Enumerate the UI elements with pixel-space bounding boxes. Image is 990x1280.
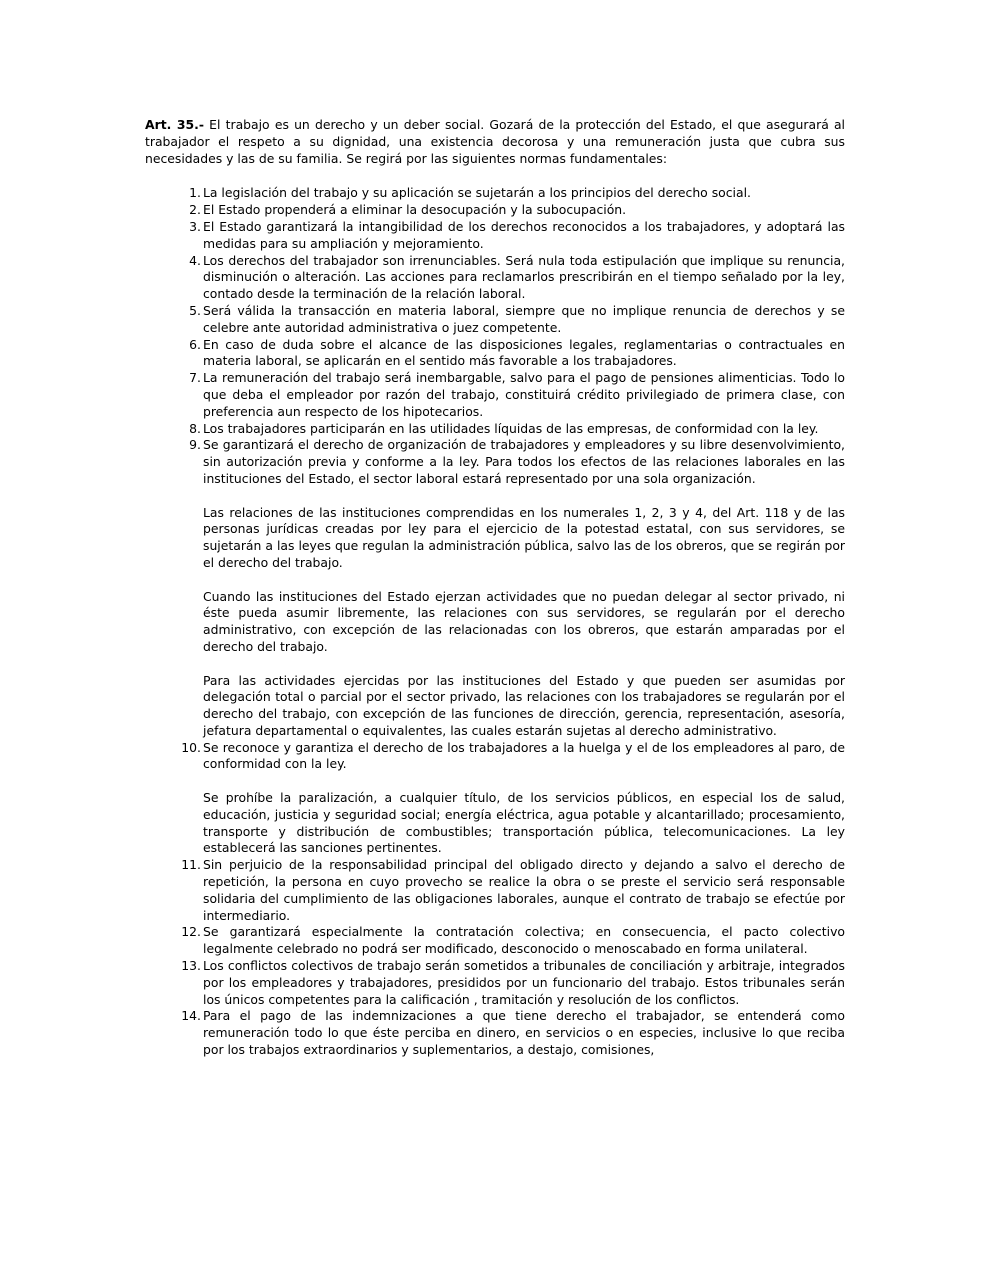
list-item-text: Los derechos del trabajador son irrenunciables. Será nula toda estipulación que implique su renuncia, disminución o alteración. Las acciones para reclamarlos prescribirán en el tiempo señalado por la ley, contado desde la terminación de la relación laboral. xyxy=(203,252,845,302)
list-item-number: 5. xyxy=(189,302,201,318)
list-item-number: 13. xyxy=(181,958,201,974)
list-item-text: Será válida la transacción en materia laboral, siempre que no implique renuncia de derechos y se celebre ante autoridad administrativa o juez competente. xyxy=(203,302,845,335)
list-item xyxy=(145,437,845,739)
list-item xyxy=(145,958,845,1008)
list-item-number: 1. xyxy=(189,185,201,201)
list-item xyxy=(145,202,845,219)
list-item xyxy=(145,185,845,202)
list-item-text: Los trabajadores participarán en las utilidades líquidas de las empresas, de conformidad con la ley. xyxy=(203,420,819,436)
list-item-text: Las relaciones de las instituciones comprendidas en los numerales 1, 2, 3 y 4, del Art. 118 y de las personas jurídicas creadas por ley para el ejercicio de la potestad estatal, con sus servidores, se sujetarán a las leyes que regulan la administración pública, salvo las de los obreros, que se regirán por el derecho del trabajo. xyxy=(203,504,845,570)
list-item xyxy=(145,370,845,420)
list-item xyxy=(145,421,845,438)
list-item-text: El Estado garantizará la intangibilidad de los derechos reconocidos a los trabajadores, y adoptará las medidas para su ampliación y mejoramiento. xyxy=(203,218,845,251)
list-item xyxy=(145,740,845,858)
list-item-text: Se garantizará el derecho de organización de trabajadores y empleadores y su libre desenvolvimiento, sin autorización previa y conforme a la ley. Para todos los efectos de las relaciones laborales en las instituciones del Estado, el sector laboral estará representado por una sola organización. xyxy=(203,437,845,486)
list-item-number: 10. xyxy=(181,739,201,755)
article-label: Art. 35.- xyxy=(145,117,204,132)
list-item-number: 7. xyxy=(189,370,201,386)
list-item-text: La remuneración del trabajo será inembargable, salvo para el pago de pensiones alimenticias. Todo lo que deba el empleador por razón del trabajo, constituirá crédito privilegiado de primera clase, con preferencia aun respecto de los hipotecarios. xyxy=(203,370,845,419)
article-intro-text: El trabajo es un derecho y un deber social. Gozará de la protección del Estado, el que asegurará al trabajador el respeto a su dignidad, una existencia decorosa y una remuneración justa que cubra sus necesidades y las de su familia. Se regirá por las siguientes normas fundamentales: xyxy=(145,117,845,166)
list-item-text: El Estado propenderá a eliminar la desocupación y la subocupación. xyxy=(203,202,627,218)
list-item xyxy=(145,337,845,371)
list-item-text: Para el pago de las indemnizaciones a que tiene derecho el trabajador, se entenderá como remuneración todo lo que éste perciba en dinero, en servicios o en especies, inclusive lo que reciba por los trabajos extraordinarios y suplementarios, a destajo, comisiones, xyxy=(203,1008,845,1058)
list-item-text: Para las actividades ejercidas por las instituciones del Estado y que pueden ser asumidas por delegación total o parcial por el sector privado, las relaciones con los trabajadores se regularán por el derecho del trabajo, con excepción de las funciones de dirección, gerencia, representación, asesoría, jefatura departamental o equivalentes, las cuales estarán sujetas al derecho administrativo. xyxy=(203,672,845,738)
list-item-number: 2. xyxy=(189,202,201,218)
list-item-number: 11. xyxy=(181,857,201,873)
list-item xyxy=(145,219,845,253)
list-item xyxy=(145,253,845,303)
norms-list xyxy=(145,185,845,1058)
list-item xyxy=(145,1008,845,1058)
list-item-text: Cuando las instituciones del Estado ejerzan actividades que no puedan delegar al sector privado, ni éste pueda asumir libremente, las relaciones con sus servidores, se regularán por el derecho administrativo, con excepción de las relacionadas con los obreros, que estarán amparadas por el derecho del trabajo. xyxy=(203,588,845,654)
list-item-text: Se garantizará especialmente la contratación colectiva; en consecuencia, el pacto colectivo legalmente celebrado no podrá ser modificado, desconocido o menoscabado en forma unilateral. xyxy=(203,924,845,957)
list-item-text: Se reconoce y garantiza el derecho de los trabajadores a la huelga y el de los empleadores al paro, de conformidad con la ley. xyxy=(203,739,845,772)
list-item-number: 3. xyxy=(189,218,201,234)
list-item xyxy=(145,924,845,958)
list-item-text: Los conflictos colectivos de trabajo serán sometidos a tribunales de conciliación y arbitraje, integrados por los empleadores y trabajadores, presididos por un funcionario del trabajo. Estos tribunales serán los únicos competentes para la calificación , tramitación y resolución de los conflictos. xyxy=(203,958,845,1007)
list-item-text: En caso de duda sobre el alcance de las disposiciones legales, reglamentarias o contractuales en materia laboral, se aplicarán en el sentido más favorable a los trabajadores. xyxy=(203,336,845,369)
list-item-number: 8. xyxy=(189,420,201,436)
list-item-number: 9. xyxy=(189,437,201,453)
document-page xyxy=(145,117,845,1059)
list-item-number: 12. xyxy=(181,924,201,940)
list-item xyxy=(145,303,845,337)
list-item-number: 4. xyxy=(189,252,201,268)
list-item-number: 6. xyxy=(189,336,201,352)
list-item-number: 14. xyxy=(181,1008,201,1024)
list-item-text: Se prohíbe la paralización, a cualquier título, de los servicios públicos, en especial los de salud, educación, justicia y seguridad social; energía eléctrica, agua potable y alcantarillado; procesamiento, transporte y distribución de combustibles; transportación pública, telecomunicaciones. La ley establecerá las sanciones pertinentes. xyxy=(203,790,845,856)
list-item-text: La legislación del trabajo y su aplicación se sujetarán a los principios del derecho social. xyxy=(203,185,751,201)
list-item xyxy=(145,857,845,924)
article-intro xyxy=(145,117,845,167)
list-item-text: Sin perjuicio de la responsabilidad principal del obligado directo y dejando a salvo el derecho de repetición, la persona en cuyo provecho se realice la obra o se preste el servicio será responsable solidaria del cumplimiento de las obligaciones laborales, aunque el contrato de trabajo se efectúe por intermediario. xyxy=(203,857,845,923)
